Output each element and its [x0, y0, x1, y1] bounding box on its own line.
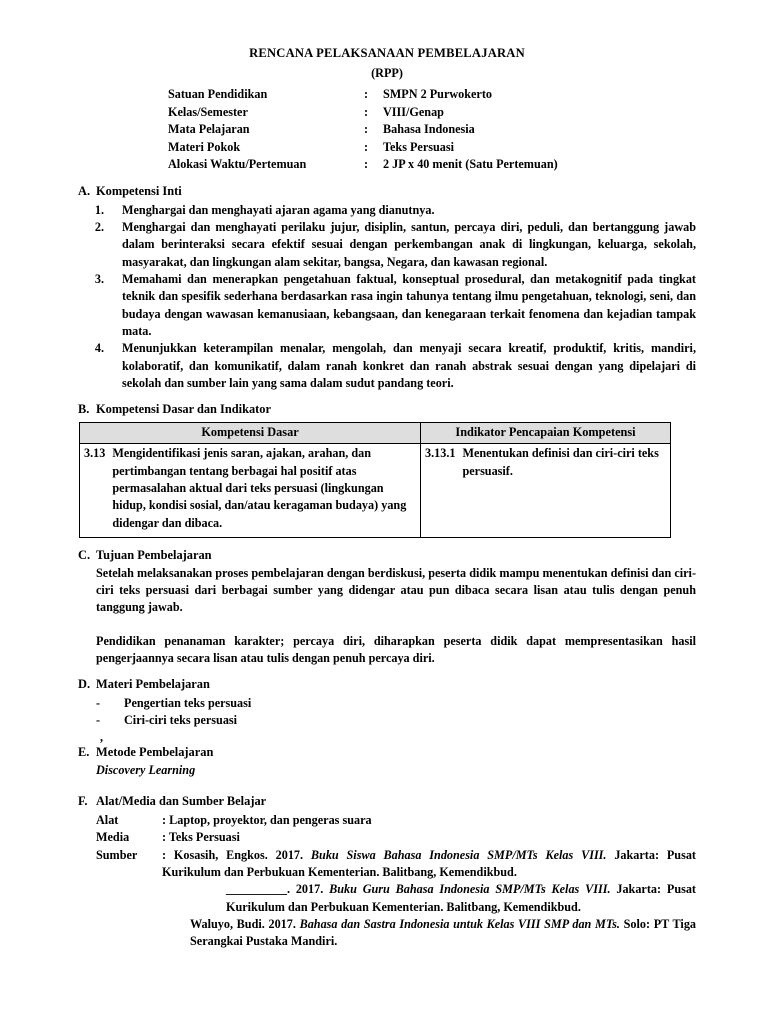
sumber-row: [96, 847, 696, 951]
cell-indikator: [421, 444, 671, 538]
identity-label: Mata Pelajaran: [168, 122, 250, 137]
list-item-text: Pengertian teks persuasi: [124, 695, 252, 710]
reference-pre: Waluyo, Budi. 2017.: [190, 916, 300, 931]
reference-post: Jakarta: Pusat Kurikulum dan Perbukuan Kementerian. Balitbang, Kemendikbud.: [162, 847, 696, 879]
identity-row: [168, 139, 558, 157]
section-e-heading: [78, 744, 696, 762]
cell-kompetensi-dasar: [80, 444, 421, 538]
alat-label: Alat: [96, 813, 119, 827]
media-value: : Teks Persuasi: [162, 830, 240, 845]
section-e-letter: E.: [78, 745, 90, 760]
media-row: [96, 829, 696, 846]
media-label: Media: [96, 830, 130, 845]
section-b-letter: B.: [78, 402, 90, 417]
list-item: [78, 202, 696, 219]
metode-value: Discovery Learning: [96, 763, 196, 778]
section-kompetensi-dasar: [78, 401, 696, 538]
section-materi-pembelajaran: [78, 676, 696, 744]
identity-value: 2 JP x 40 menit (Satu Pertemuan): [383, 157, 558, 172]
identity-table: [168, 86, 558, 174]
identity-value: Teks Persuasi: [383, 139, 454, 154]
identity-label: Kelas/Semester: [168, 104, 248, 119]
indikator-text: Menentukan definisi dan ciri-ciri teks persuasif.: [462, 446, 659, 478]
reference-post: Jakarta: Pusat Kurikulum dan Perbukuan Kementerian. Balitbang, Kemendikbud.: [226, 882, 696, 914]
identity-row: [168, 104, 558, 122]
reference-title: Bahasa dan Sastra Indonesia untuk Kelas VIII SMP dan MTs.: [299, 916, 620, 931]
list-item-text: Menghargai dan menghayati perilaku jujur, disiplin, santun, percaya diri, peduli, dan bertanggung jawab dalam berinteraksi secara efektif sesuai dengan perkembangan anak di lingkungan, keluarga, sekolah, masyarakat, dan lingkungan alam sekitar, bangsa, Negara, dan kawasan regional.: [122, 219, 696, 269]
list-item-number: 2.: [94, 219, 104, 234]
section-f-body: [96, 812, 696, 951]
alat-row: [96, 812, 696, 829]
kompetensi-dasar-table: [79, 422, 671, 538]
dash-bullet: -: [96, 695, 101, 710]
identity-label: Materi Pokok: [168, 139, 241, 154]
identity-value: VIII/Genap: [383, 104, 444, 119]
list-item: [96, 695, 696, 712]
section-d-letter: D.: [78, 677, 91, 692]
tujuan-paragraph-1: Setelah melaksanakan proses pembelajaran dengan berdiskusi, peserta didik mampu menentukan definisi dan ciri-ciri teks persuasi dari berbagai sumber yang didengar atau pun dibaca secara lisan atau tulis dengan penuh tanggung jawab.: [96, 565, 696, 615]
identity-label: Alokasi Waktu/Pertemuan: [168, 157, 307, 172]
karakter-lead: Pendidikan penanaman karakter;: [96, 633, 285, 648]
stray-mark: ,: [100, 730, 104, 745]
materi-list: [96, 695, 696, 745]
alat-value: : Laptop, proyektor, dan pengeras suara: [162, 813, 372, 827]
section-a-letter: A.: [78, 184, 91, 199]
identity-separator: :: [364, 122, 369, 137]
section-c-body: [96, 565, 696, 668]
reference-entry: [162, 916, 696, 951]
reference-entry: [162, 847, 696, 882]
page-subtitle: (RPP): [371, 65, 403, 80]
section-c-letter: C.: [78, 547, 91, 562]
table-header-row: [80, 422, 671, 443]
list-item: [96, 712, 696, 729]
reference-pre: : Kosasih, Engkos. 2017.: [162, 847, 311, 862]
tujuan-paragraph-2: [96, 633, 696, 668]
section-kompetensi-inti: [78, 183, 696, 392]
kompetensi-inti-list: [78, 202, 696, 393]
identity-separator: :: [364, 87, 369, 102]
section-c-title: Tujuan Pembelajaran: [96, 547, 212, 562]
section-f-title: Alat/Media dan Sumber Belajar: [96, 794, 267, 809]
identity-row: [168, 156, 558, 174]
list-item: [78, 340, 696, 392]
section-e-title: Metode Pembelajaran: [96, 745, 214, 760]
reference-title: Buku Siswa Bahasa Indonesia SMP/MTs Kelas VIII.: [310, 847, 607, 862]
table-row: [80, 444, 671, 538]
karakter-rest: percaya diri, diharapkan peserta didik dapat mempresentasikan hasil pengerjaannya secara lisan atau tulis dengan penuh percaya diri.: [96, 633, 696, 665]
list-item: [78, 219, 696, 271]
sumber-values: [162, 847, 696, 951]
column-header-indikator: Indikator Pencapaian Kompetensi: [421, 422, 671, 443]
column-header-kompetensi-dasar: Kompetensi Dasar: [80, 422, 421, 443]
list-item-number: 1.: [94, 202, 104, 217]
identity-separator: :: [364, 104, 369, 119]
list-item: [78, 271, 696, 340]
section-tujuan-pembelajaran: [78, 547, 696, 667]
reference-title: Buku Guru Bahasa Indonesia SMP/MTs Kelas VIII.: [329, 882, 611, 897]
identity-row: [168, 121, 558, 139]
identity-separator: :: [364, 139, 369, 154]
list-item-text: Menghargai dan menghayati ajaran agama yang dianutnya.: [122, 202, 435, 217]
section-f-letter: F.: [78, 794, 88, 809]
section-alat-media-sumber: [78, 793, 696, 950]
list-item-number: 3.: [94, 271, 104, 286]
indikator-code: 3.13.1: [425, 446, 456, 461]
reference-pre: __________. 2017.: [226, 882, 330, 897]
kd-code: 3.13: [84, 446, 106, 461]
list-item-text: Memahami dan menerapkan pengetahuan faktual, konseptual prosedural, dan metakognitif pada tingkat teknik dan spesifik sederhana berdasarkan rasa ingin tahunya tentang ilmu pengetahuan, teknologi, seni, dan budaya dengan wawasan kemanusiaan, kebangsaan, dan kenegaraan terkait fenomena dan kejadian tampak mata.: [122, 271, 696, 338]
identity-value: SMPN 2 Purwokerto: [383, 87, 492, 102]
section-e-body: [96, 762, 696, 779]
sumber-label: Sumber: [96, 847, 138, 862]
section-f-heading: [78, 793, 696, 811]
list-item-text: Menunjukkan keterampilan menalar, mengolah, dan menyaji secara kreatif, produktif, kritis, mandiri, kolaboratif, dan komunikatif, dalam ranah konkret dan ranah abstrak sesuai dengan yang dipelajari di sekolah dan sumber lain yang sama dalam sudut pandang teori.: [122, 341, 696, 390]
identity-label: Satuan Pendidikan: [168, 87, 268, 102]
section-a-title: Kompetensi Inti: [96, 184, 182, 199]
section-metode-pembelajaran: [78, 744, 696, 779]
reference-post: Solo: PT Tiga Serangkai Pustaka Mandiri.: [190, 916, 697, 949]
section-b-heading: [78, 401, 696, 419]
section-d-title: Materi Pembelajaran: [96, 677, 210, 692]
section-c-heading: [78, 547, 696, 565]
reference-entry: [162, 881, 696, 916]
dash-bullet: -: [96, 713, 101, 728]
page-title: RENCANA PELAKSANAAN PEMBELAJARAN: [249, 46, 525, 60]
kd-text: Mengidentifikasi jenis saran, ajakan, arahan, dan pertimbangan tentang berbagai hal positif atas permasalahan aktual dari teks persuasi (lingkungan hidup, kondisi sosial, dan/atau keragaman budaya) yang didengar dan dibaca.: [112, 446, 407, 530]
section-d-heading: [78, 676, 696, 694]
section-a-heading: [78, 183, 696, 201]
identity-row: [168, 86, 558, 104]
list-item-text: Ciri-ciri teks persuasi: [124, 713, 238, 728]
section-b-title: Kompetensi Dasar dan Indikator: [96, 402, 271, 417]
identity-separator: :: [364, 157, 369, 172]
list-item-number: 4.: [94, 341, 104, 356]
identity-value: Bahasa Indonesia: [383, 122, 475, 137]
